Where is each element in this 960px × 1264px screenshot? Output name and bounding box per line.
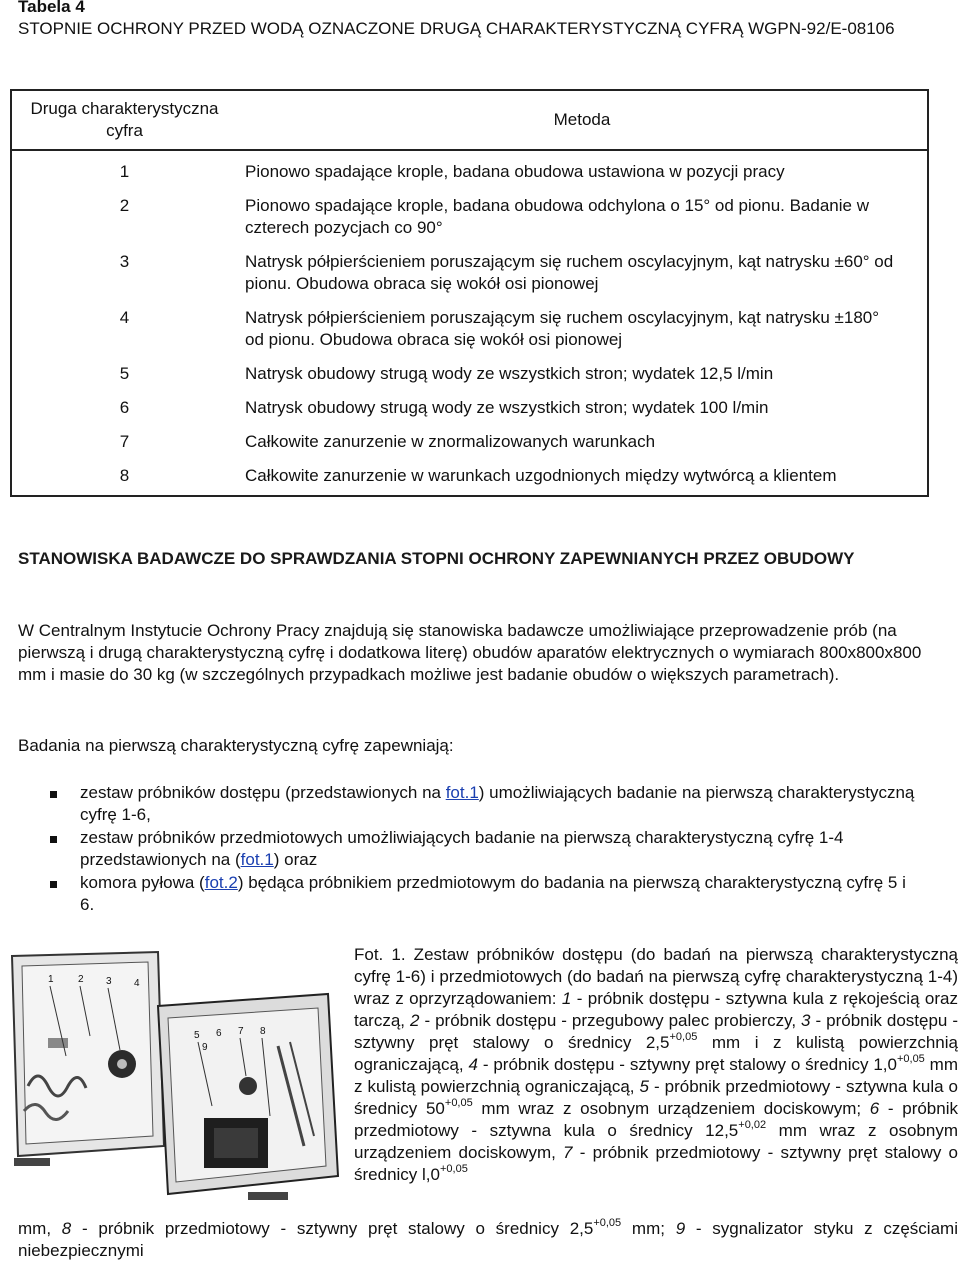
- bullet-square-icon: [50, 791, 57, 798]
- photo-label: 5: [194, 1030, 200, 1041]
- photo-caption-continued: mm, 8 - próbnik przedmiotowy - sztywny pręt stalowy o średnicy $2,5^{+0,05}$ mm; 9 - sygnalizator styku z częściami niebezpiecznymi: [18, 1217, 958, 1260]
- row-digit: 2: [119, 196, 130, 215]
- row-digit: 8: [119, 466, 130, 485]
- photo-label: 7: [238, 1026, 244, 1037]
- section-heading: STANOWISKA BADAWCZE DO SPRAWDZANIA STOPNI OCHRONY ZAPEWNIANYCH PRZEZ OBUDOWY: [18, 549, 855, 568]
- list-item: zestaw próbników dostępu (przedstawionych na fot.1) umożliwiających badanie na pierwszą charakterystyczną cyfrę 1-6,: [18, 782, 918, 826]
- row-method: Natrysk półpierścieniem poruszającym się ruchem oscylacyjnym, kąt natrysku ±60° od pionu. Obudowa obraca się wokół osi pionowej: [245, 252, 894, 293]
- table-row: [11, 150, 928, 187]
- list-item: komora pyłowa (fot.2) będąca próbnikiem przedmiotowym do badania na pierwszą charakterystyczną cyfrę 5 i 6.: [18, 872, 918, 916]
- header-digit: Druga charakterystyczna cyfra: [11, 90, 237, 150]
- probe-list: [18, 782, 918, 917]
- table-label: Tabela 4: [18, 0, 85, 16]
- row-method: Całkowite zanurzenie w warunkach uzgodnionych między wytwórcą a klientem: [245, 466, 837, 485]
- row-digit: 3: [119, 252, 130, 271]
- row-method: Natrysk obudowy strugą wody ze wszystkich stron; wydatek 12,5 l/min: [245, 364, 774, 383]
- table-row: [11, 457, 928, 496]
- photo-label: 1: [48, 974, 54, 985]
- row-method: Natrysk półpierścieniem poruszającym się ruchem oscylacyjnym, kąt natrysku ±180° od pionu. Obudowa obraca się wokół osi pionowej: [245, 308, 880, 349]
- table-row: [11, 299, 928, 355]
- bullet-square-icon: [50, 836, 57, 843]
- table-row: [11, 389, 928, 423]
- row-method: Całkowite zanurzenie w znormalizowanych warunkach: [245, 432, 656, 451]
- table-row: [11, 243, 928, 299]
- bullet-square-icon: [50, 881, 57, 888]
- photo-label: 2: [78, 974, 84, 985]
- photo-label: 3: [106, 976, 112, 987]
- table-row: [11, 187, 928, 243]
- row-digit: 5: [119, 364, 130, 383]
- photo-label: 8: [260, 1026, 266, 1037]
- row-digit: 7: [119, 432, 130, 451]
- water-protection-table: [10, 89, 929, 497]
- table-row: [11, 423, 928, 457]
- intro-paragraph: W Centralnym Instytucie Ochrony Pracy znajdują się stanowiska badawcze umożliwiające przeprowadzenie prób (na pierwszą i drugą charakterystyczną cyfrę i dodatkowa literę) obudów aparatów elektrycznych o wymiarach 800x800x800 mm i masie do 30 kg (w szczególnych przypadkach możliwe jest badanie obudów o większych parametrach).: [18, 621, 922, 684]
- photo-link[interactable]: fot.1: [240, 850, 274, 869]
- row-method: Pionowo spadające krople, badana obudowa odchylona o 15° od pionu. Badanie w czterech pozycjach co 90°: [245, 196, 869, 237]
- header-method: Metoda: [237, 90, 928, 150]
- table-title: STOPNIE OCHRONY PRZED WODĄ OZNACZONE DRUGĄ CHARAKTERYSTYCZNĄ CYFRĄ WGPN-92/E-08106: [18, 19, 895, 38]
- photo-label: 9: [202, 1042, 208, 1053]
- photo-label: 4: [134, 978, 140, 989]
- caption-label: Fot. 1.: [354, 945, 406, 964]
- photo-link[interactable]: fot.1: [445, 783, 479, 802]
- row-digit: 6: [119, 398, 130, 417]
- photo-caption: Fot. 1. Zestaw próbników dostępu (do badań na pierwszą charakterystyczną cyfrę 1-6) i przedmiotowych (do badań na pierwszą cyfrę charakterystyczną 1-4) wraz z oprzyrządowaniem: 1 - próbnik dostępu - sztywna kula z rękojeścią oraz tarczą, 2 - próbnik dostępu - przegubowy palec probierczy, 3 - próbnik dostępu - sztywny pręt stalowy o średnicy $2,5^{+0,05}$ mm i z kulistą powierzchnią ograniczającą, 4 - próbnik dostępu - sztywny pręt stalowy o średnicy $1,0^{+0,05}$ mm z kulistą powierzchnią ograniczającą, 5 - próbnik przedmiotowy - sztywna kula o średnicy $50^{+0,05}$ mm wraz z osobnym urządzeniem dociskowym; 6 - próbnik przedmiotowy - sztywna kula o średnicy $12,5^{+0,02}$ mm wraz z osobnym urządzeniem dociskowym, 7 - próbnik przedmiotowy - sztywny pręt stalowy o średnicy $l,0^{+0,05}$: [354, 945, 959, 1184]
- photo-link[interactable]: fot.2: [204, 873, 238, 892]
- row-method: Pionowo spadające krople, badana obudowa ustawiona w pozycji pracy: [245, 162, 785, 181]
- row-digit: 1: [119, 162, 130, 181]
- photo-label: 6: [216, 1028, 222, 1039]
- row-digit: 4: [119, 308, 130, 327]
- row-method: Natrysk obudowy strugą wody ze wszystkich stron; wydatek 100 l/min: [245, 398, 769, 417]
- probe-kit-photo: [8, 946, 342, 1208]
- list-intro: Badania na pierwszą charakterystyczną cyfrę zapewniają:: [18, 736, 454, 755]
- list-item: zestaw próbników przedmiotowych umożliwiających badanie na pierwszą charakterystyczną cyfrę 1-4 przedstawionych na (fot.1) oraz: [18, 827, 918, 871]
- table-row: [11, 355, 928, 389]
